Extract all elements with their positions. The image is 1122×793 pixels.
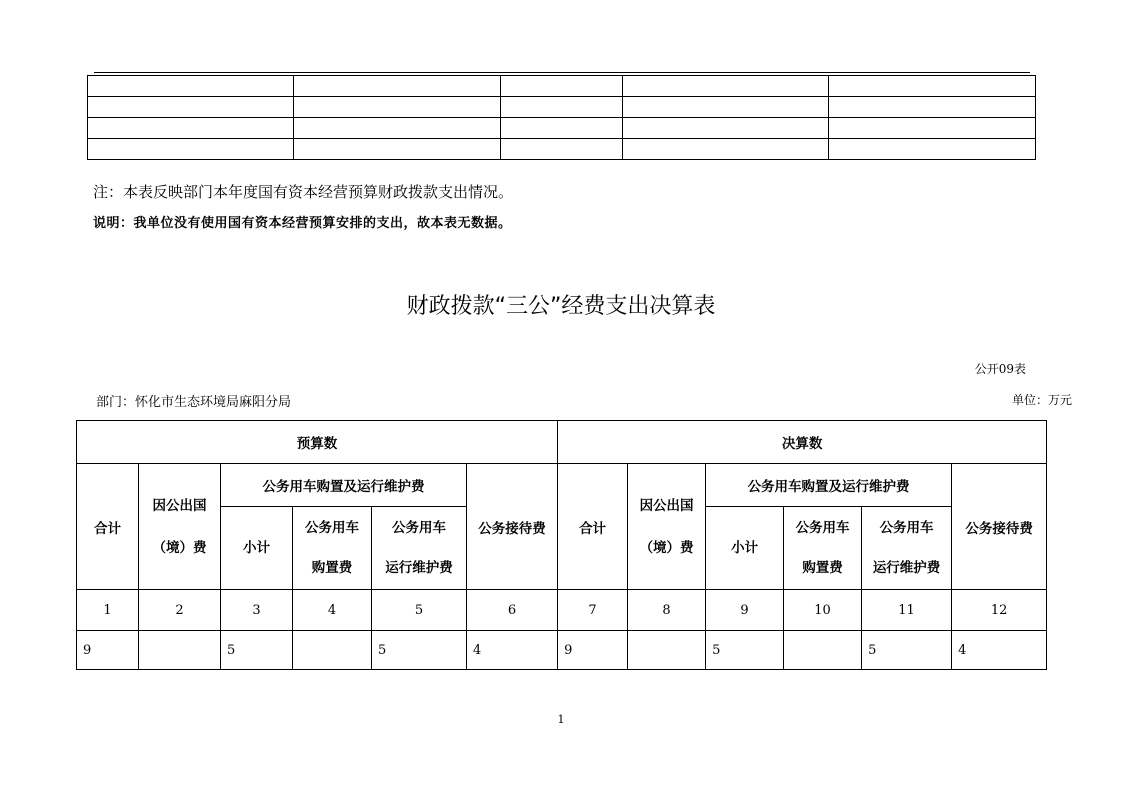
table-row bbox=[88, 118, 1036, 139]
value-cell: 9 bbox=[558, 631, 628, 670]
column-number: 6 bbox=[467, 590, 558, 631]
three-public-expenses-table bbox=[76, 420, 1047, 670]
column-number: 4 bbox=[293, 590, 372, 631]
value-cell: 9 bbox=[77, 631, 139, 670]
budget-vehicle-header: 公务用车购置及运行维护费 bbox=[221, 464, 467, 507]
department-label: 部门：怀化市生态环境局麻阳分局 bbox=[96, 395, 292, 410]
value-cell bbox=[139, 631, 221, 670]
table-row bbox=[88, 139, 1036, 160]
unit-label: 单位：万元 bbox=[1011, 393, 1072, 407]
budget-header: 预算数 bbox=[77, 421, 558, 464]
column-number: 12 bbox=[952, 590, 1047, 631]
final-vehicle-header: 公务用车购置及运行维护费 bbox=[706, 464, 952, 507]
page-number: 1 bbox=[557, 713, 565, 726]
final-purchase-header: 公务用车 购置费 bbox=[784, 507, 862, 590]
budget-purchase-header: 公务用车 购置费 bbox=[293, 507, 372, 590]
data-row bbox=[77, 631, 1047, 670]
value-cell bbox=[784, 631, 862, 670]
value-cell: 5 bbox=[372, 631, 467, 670]
final-header: 决算数 bbox=[558, 421, 1047, 464]
column-number: 8 bbox=[628, 590, 706, 631]
previous-table-fragment bbox=[87, 75, 1036, 160]
column-number: 5 bbox=[372, 590, 467, 631]
final-subtotal-header: 小计 bbox=[706, 507, 784, 590]
column-number: 11 bbox=[862, 590, 952, 631]
column-number: 10 bbox=[784, 590, 862, 631]
final-operation-header: 公务用车 运行维护费 bbox=[862, 507, 952, 590]
value-cell bbox=[628, 631, 706, 670]
budget-subtotal-header: 小计 bbox=[221, 507, 293, 590]
value-cell: 4 bbox=[952, 631, 1047, 670]
table-row bbox=[88, 76, 1036, 97]
value-cell: 4 bbox=[467, 631, 558, 670]
column-number: 3 bbox=[221, 590, 293, 631]
table-row bbox=[88, 97, 1036, 118]
value-cell: 5 bbox=[221, 631, 293, 670]
final-reception-header: 公务接待费 bbox=[952, 464, 1047, 590]
column-number-row bbox=[77, 590, 1047, 631]
column-number: 7 bbox=[558, 590, 628, 631]
table-note: 注：本表反映部门本年度国有资本经营预算财政拨款支出情况。 bbox=[93, 183, 514, 201]
column-number: 9 bbox=[706, 590, 784, 631]
budget-total-header: 合计 bbox=[77, 464, 139, 590]
value-cell: 5 bbox=[862, 631, 952, 670]
column-number: 1 bbox=[77, 590, 139, 631]
budget-operation-header: 公务用车 运行维护费 bbox=[372, 507, 467, 590]
top-rule bbox=[94, 72, 1030, 73]
budget-reception-header: 公务接待费 bbox=[467, 464, 558, 590]
value-cell: 5 bbox=[706, 631, 784, 670]
value-cell bbox=[293, 631, 372, 670]
budget-abroad-header: 因公出国 （境）费 bbox=[139, 464, 221, 590]
final-abroad-header: 因公出国 （境）费 bbox=[628, 464, 706, 590]
table-number: 公开09表 bbox=[974, 362, 1026, 376]
page-title: 财政拨款“三公”经费支出决算表 bbox=[406, 294, 716, 319]
explanation-text: 说明：我单位没有使用国有资本经营预算安排的支出，故本表无数据。 bbox=[93, 216, 512, 231]
column-number: 2 bbox=[139, 590, 221, 631]
final-total-header: 合计 bbox=[558, 464, 628, 590]
